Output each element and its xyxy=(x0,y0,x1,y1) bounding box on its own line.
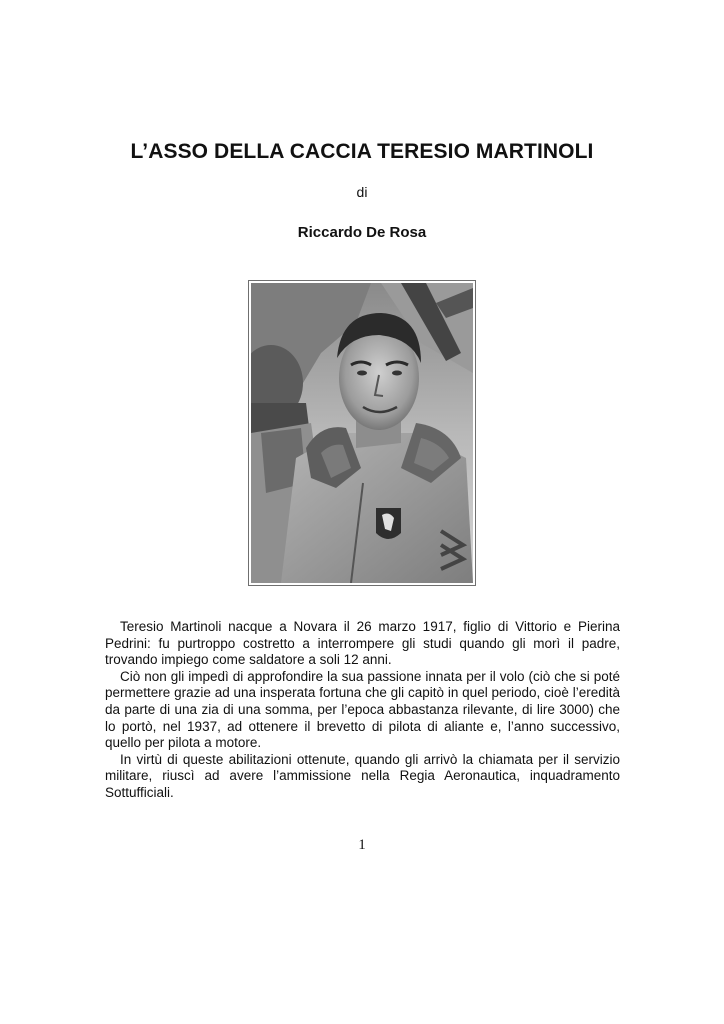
paragraph-3: In virtù di queste abilitazioni ottenute, quando gli arrivò la chiamata per il servizio militare, riuscì ad avere l’ammissione nella Regia Aeronautica, inquadramento Sottufficiali. xyxy=(105,751,620,800)
article-body xyxy=(105,619,620,802)
page-number: 1 xyxy=(358,837,366,853)
pilot-portrait-image xyxy=(251,283,473,583)
paragraph-1: Teresio Martinoli nacque a Novara il 26 marzo 1917, figlio di Vittorio e Pierina Pedrini: fu purtroppo costretto a interrompere gli studi quando gli morì il padre, trovando impiego come saldatore a soli 12 anni. xyxy=(105,619,620,668)
byline-di: di xyxy=(356,184,368,200)
paragraph-2: Ciò non gli impedì di approfondire la sua passione innata per il volo (ciò che si poté permettere grazie ad una insperata fortuna che gli capitò in quel periodo, cioè l’eredità da parte di una zia di una somma, per l’epoca abbastanza rilevante, di lire 3000) che lo portò, nel 1937, ad ottenere il brevetto di pilota di aliante e, l’anno successivo, quello per pilota a motore. xyxy=(105,668,620,751)
author-name: Riccardo De Rosa xyxy=(297,224,427,241)
document-title: L’ASSO DELLA CACCIA TERESIO MARTINOLI xyxy=(130,140,594,163)
portrait-photo xyxy=(248,280,476,586)
